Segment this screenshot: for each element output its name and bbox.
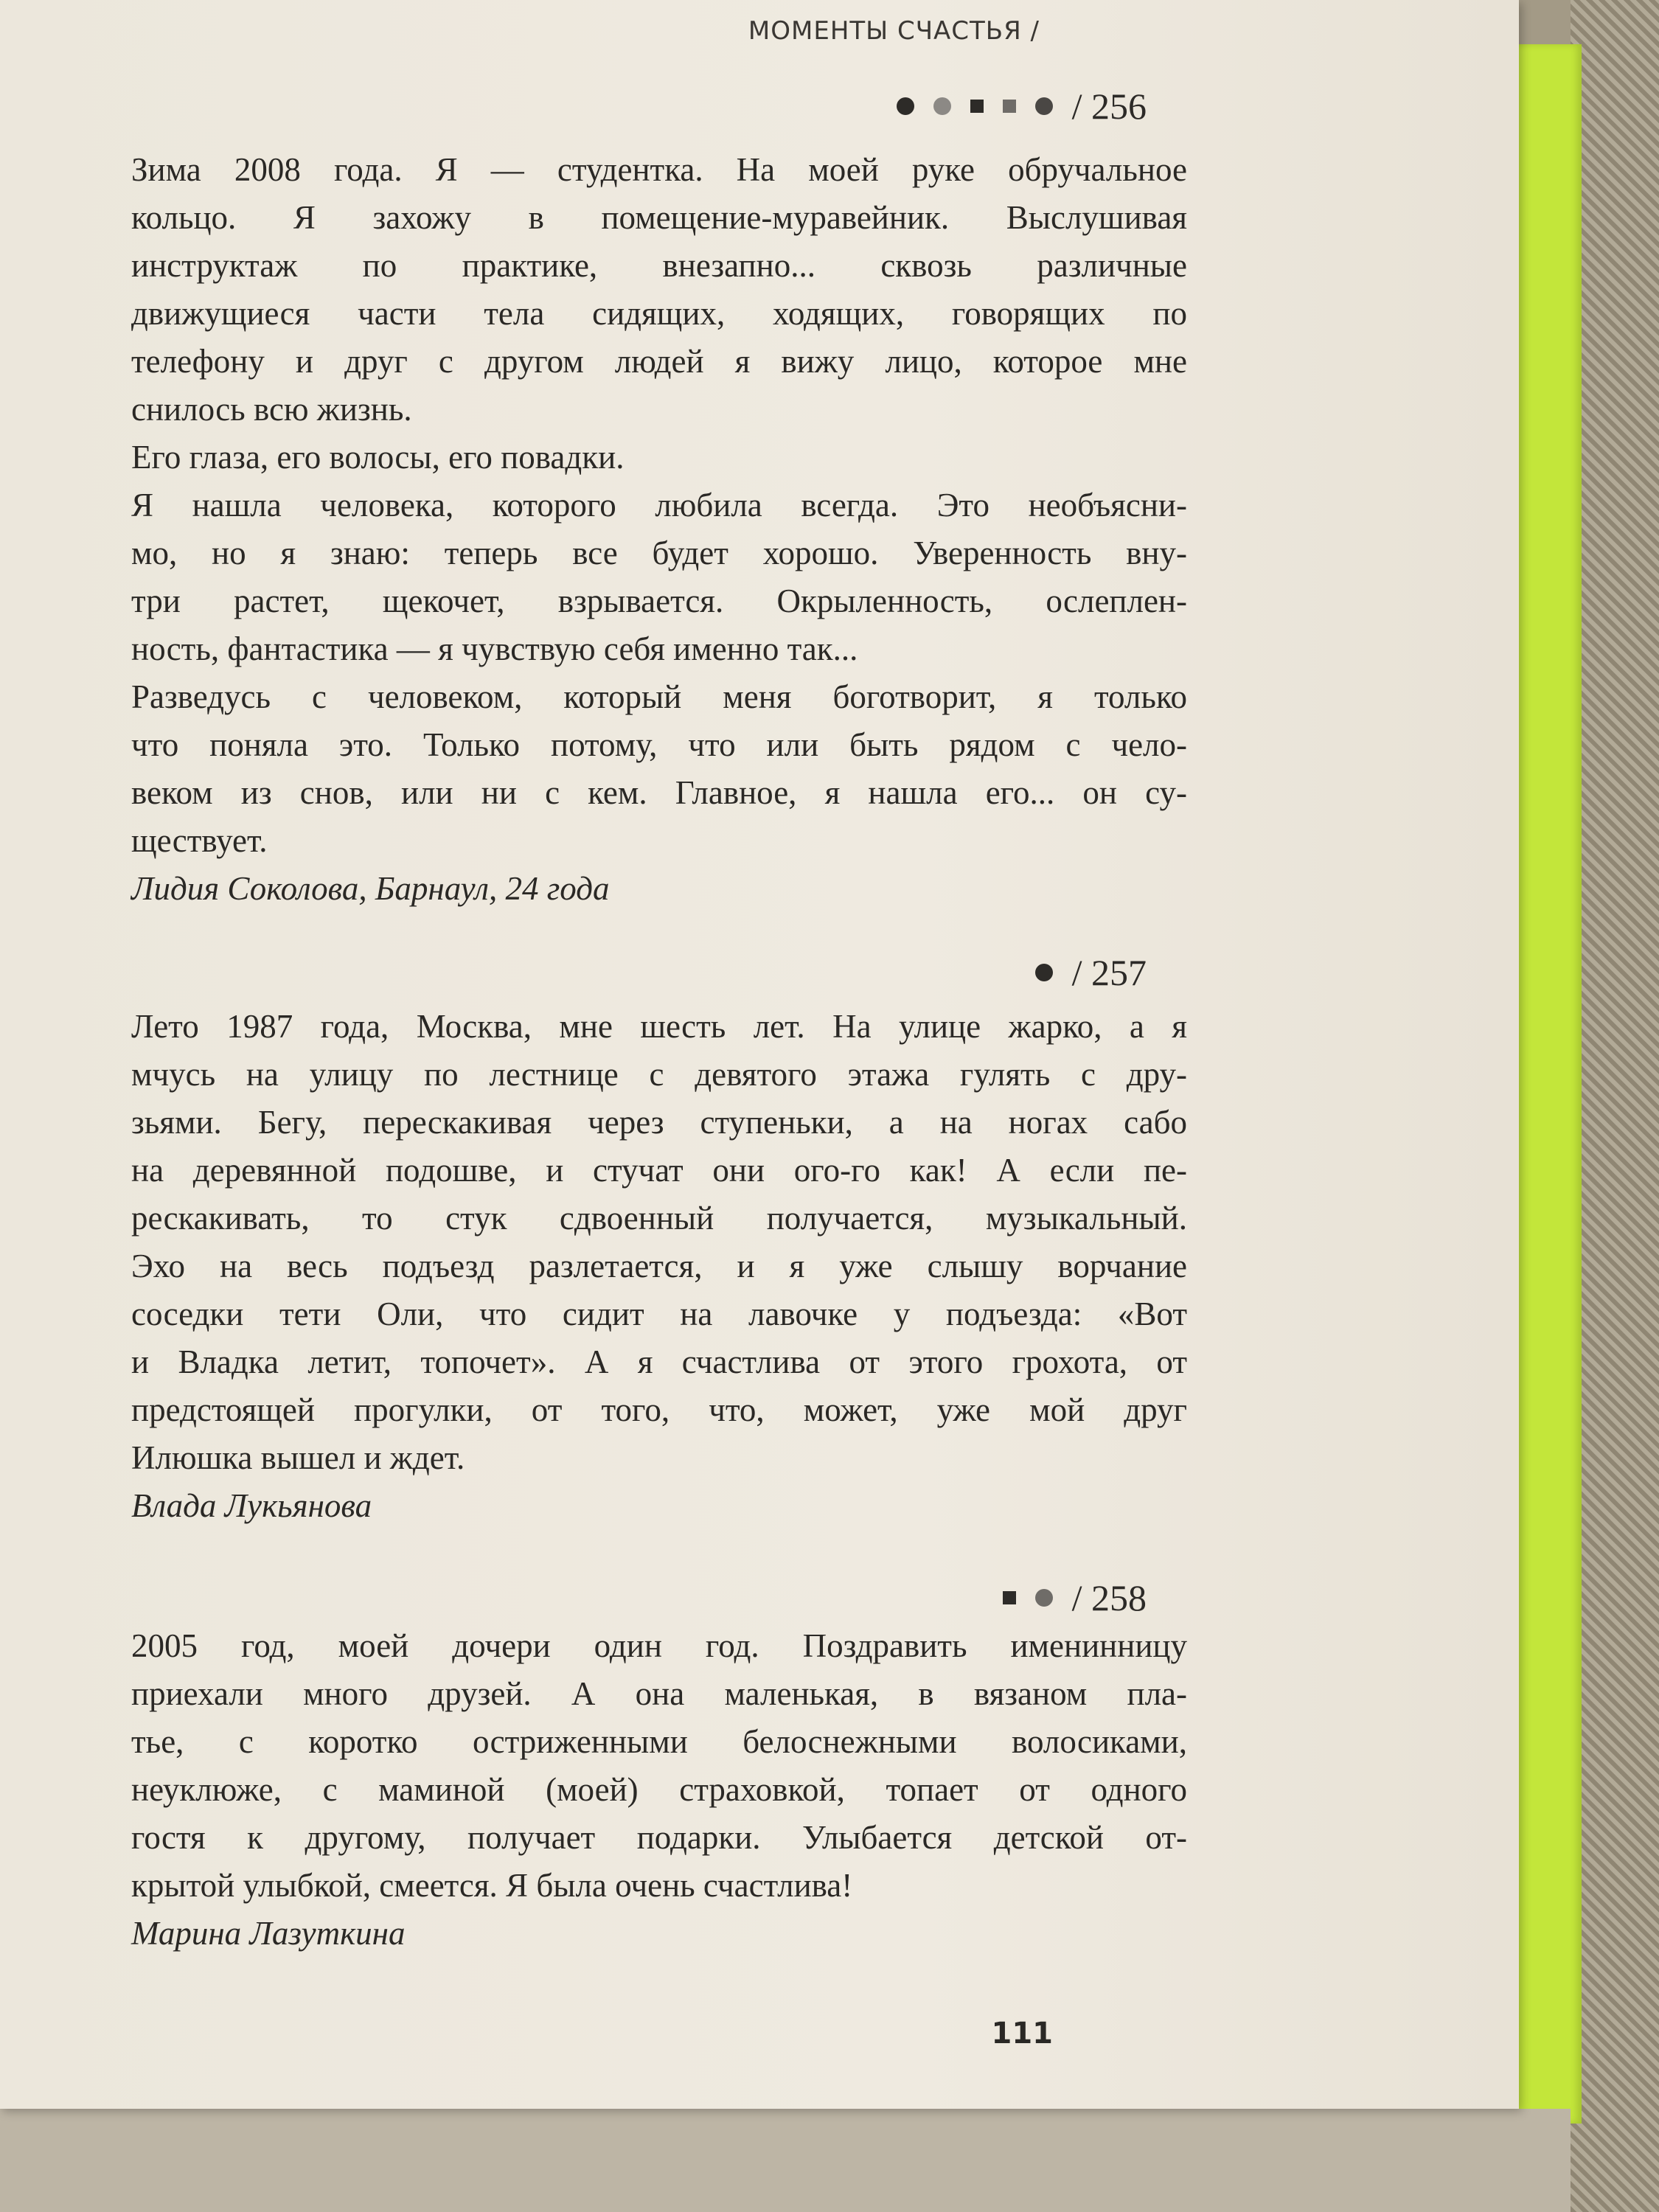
text-line: ность, фантастика — я чувствую себя именно так...: [131, 630, 858, 667]
text-line: и Владка летит, топочет». А я счастлива от этого грохота, от: [131, 1343, 1187, 1380]
page-stack-edge: [0, 2109, 1571, 2212]
text-line: движущиеся части тела сидящих, ходящих, говорящих по: [131, 295, 1187, 332]
story-marks: [1003, 1589, 1053, 1607]
text-line: три растет, щекочет, взрывается. Окрыленность, ослеплен-: [131, 582, 1187, 619]
text-line: предстоящей прогулки, от того, что, может, уже мой друг: [131, 1391, 1187, 1428]
text-line: Я нашла человека, которого любила всегда. Это необъясни-: [131, 487, 1187, 524]
text-line: Зима 2008 года. Я — студентка. На моей руке обручальное: [131, 151, 1187, 188]
story-258: [131, 1622, 1187, 1958]
text-line: тье, с коротко остриженными белоснежными волосиками,: [131, 1723, 1187, 1760]
text-line: мчусь на улицу по лестнице с девятого этажа гулять с дру-: [131, 1056, 1187, 1093]
circle-mark-icon: [933, 97, 951, 115]
story-author: Влада Лукьянова: [131, 1487, 372, 1524]
circle-mark-icon: [1035, 97, 1053, 115]
text-line: телефону и друг с другом людей я вижу лицо, которое мне: [131, 343, 1187, 380]
circle-mark-icon: [1035, 964, 1053, 981]
text-line: Эхо на весь подъезд разлетается, и я уже слышу ворчание: [131, 1248, 1187, 1284]
text-line: мо, но я знаю: теперь все будет хорошо. Уверенность вну-: [131, 535, 1187, 571]
running-head: МОМЕНТЫ СЧАСТЬЯ /: [748, 16, 1040, 46]
story-number: / 256: [1071, 86, 1147, 127]
text-line: ществует.: [131, 822, 268, 859]
story-marks: [1035, 964, 1053, 981]
text-line: 2005 год, моей дочери один год. Поздравить именинницу: [131, 1627, 1187, 1664]
circle-mark-icon: [897, 97, 914, 115]
square-mark-icon: [1003, 100, 1016, 113]
square-mark-icon: [970, 100, 984, 113]
text-line: кольцо. Я захожу в помещение-муравейник. Выслушивая: [131, 199, 1187, 236]
story-256: [131, 146, 1187, 913]
text-line: Лето 1987 года, Москва, мне шесть лет. На улице жарко, а я: [131, 1008, 1187, 1045]
carpet-background: [1571, 0, 1659, 2212]
story-marker-257: [1035, 951, 1147, 994]
text-line: веком из снов, или ни с кем. Главное, я нашла его... он су-: [131, 774, 1187, 811]
text-line: Его глаза, его волосы, его повадки.: [131, 439, 625, 476]
text-line: Разведусь с человеком, который меня боготворит, я только: [131, 678, 1187, 715]
story-marker-256: [897, 85, 1147, 128]
story-author: Марина Лазуткина: [131, 1915, 406, 1952]
story-marks: [897, 97, 1053, 115]
story-257: [131, 1003, 1187, 1530]
story-author: Лидия Соколова, Барнаул, 24 года: [131, 870, 610, 907]
text-line: зьями. Бегу, перескакивая через ступеньки, а на ногах сабо: [131, 1104, 1187, 1141]
text-line: снилось всю жизнь.: [131, 391, 412, 428]
text-line: инструктаж по практике, внезапно... сквозь различные: [131, 247, 1187, 284]
story-number: / 258: [1071, 1577, 1147, 1618]
story-number: / 257: [1071, 952, 1147, 993]
page-number: 111: [991, 2017, 1053, 2051]
square-mark-icon: [1003, 1591, 1016, 1604]
text-line: Илюшка вышел и ждет.: [131, 1439, 465, 1476]
text-line: неуклюже, с маминой (моей) страховкой, топает от одного: [131, 1771, 1187, 1808]
text-line: приехали много друзей. А она маленькая, в вязаном пла-: [131, 1675, 1187, 1712]
text-line: рескакивать, то стук сдвоенный получается, музыкальный.: [131, 1200, 1187, 1237]
circle-mark-icon: [1035, 1589, 1053, 1607]
text-line: на деревянной подошве, и стучат они ого-го как! А если пе-: [131, 1152, 1187, 1189]
text-line: что поняла это. Только потому, что или быть рядом с чело-: [131, 726, 1187, 763]
text-line: соседки тети Оли, что сидит на лавочке у подъезда: «Вот: [131, 1295, 1187, 1332]
text-line: гостя к другому, получает подарки. Улыбается детской от-: [131, 1819, 1187, 1856]
story-marker-258: [1003, 1576, 1147, 1619]
text-line: крытой улыбкой, смеется. Я была очень счастлива!: [131, 1867, 853, 1904]
